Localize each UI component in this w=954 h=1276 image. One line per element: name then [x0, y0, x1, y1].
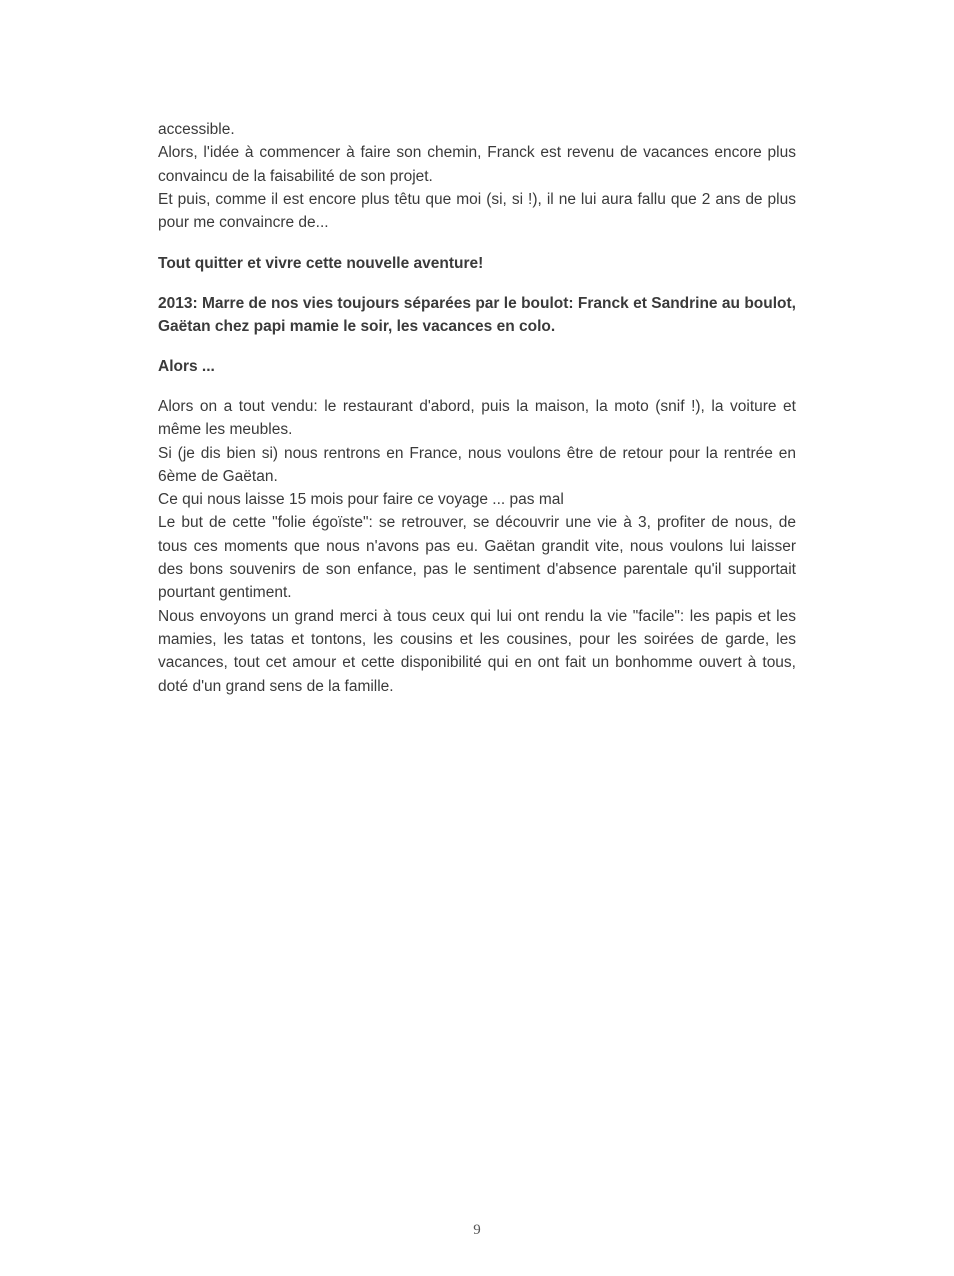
intro-paragraph-1: accessible.	[158, 121, 235, 138]
body-paragraph-2: Si (je dis bien si) nous rentrons en France, nous voulons être de retour pour la rentrée en 6ème de Gaëtan.	[158, 444, 796, 485]
intro-section	[158, 118, 796, 234]
body-paragraph-4: Le but de cette "folie égoïste": se retrouver, se découvrir une vie à 3, profiter de nous, de tous ces moments que nous n'avons pas eu. Gaëtan grandit vite, nous voulons lui laisser des bons souvenirs de son enfance, pas le sentiment d'absence parentale qu'il supportait pourtant gentiment.	[158, 514, 796, 602]
bold-2013-paragraph	[158, 292, 796, 339]
page-number: 9	[473, 1222, 481, 1238]
bold-statement	[158, 252, 796, 275]
body-paragraph-5: Nous envoyons un grand merci à tous ceux qui lui ont rendu la vie "facile": les papis et les mamies, les tatas et tontons, les cousins et les cousines, pour les soirées de garde, les vacances, tout cet amour et cette disponibilité qui en ont fait un bonhomme ouvert à tous, doté d'un grand sens de la famille.	[158, 607, 796, 695]
bold-statement-text: Tout quitter et vivre cette nouvelle aventure!	[158, 255, 484, 272]
body-section	[158, 395, 796, 698]
bold-2013-text: 2013: Marre de nos vies toujours séparées par le boulot: Franck et Sandrine au boulot, Gaëtan chez papi mamie le soir, les vacances en colo.	[158, 295, 796, 336]
bold-alors-text: Alors ...	[158, 358, 215, 375]
intro-paragraph-2: Alors, l'idée à commencer à faire son chemin, Franck est revenu de vacances encore plus convaincu de la faisabilité de son projet.	[158, 144, 796, 185]
bold-alors	[158, 355, 796, 378]
body-paragraph-1: Alors on a tout vendu: le restaurant d'abord, puis la maison, la moto (snif !), la voiture et même les meubles.	[158, 398, 796, 439]
body-paragraph-3: Ce qui nous laisse 15 mois pour faire ce voyage ... pas mal	[158, 491, 564, 509]
intro-paragraph-3: Et puis, comme il est encore plus têtu que moi (si, si !), il ne lui aura fallu que 2 ans de plus pour me convaincre de...	[158, 190, 796, 232]
